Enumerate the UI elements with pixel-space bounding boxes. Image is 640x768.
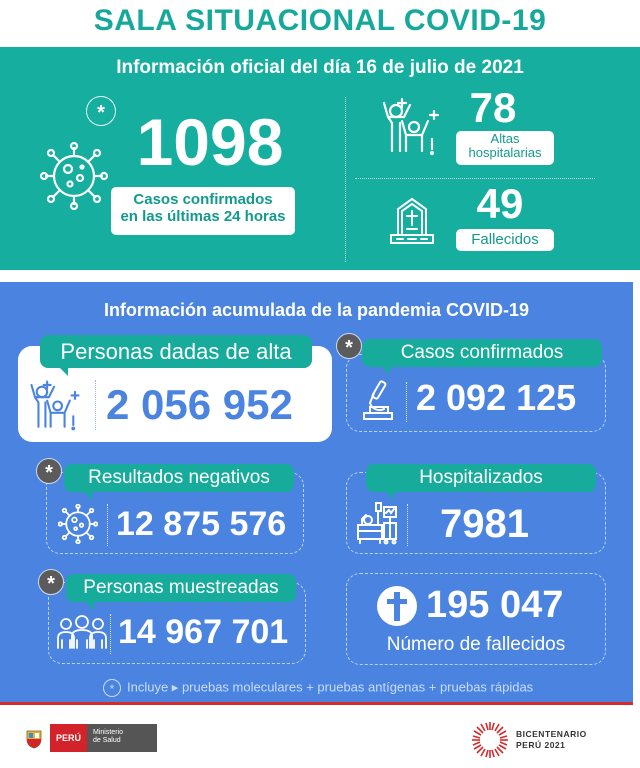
virus-icon xyxy=(58,504,98,544)
card-hospitalized-label: Hospitalizados xyxy=(366,464,596,492)
card-negative-value: 12 875 576 xyxy=(116,505,287,543)
card-sampled-value: 14 967 701 xyxy=(118,613,289,651)
daily-confirmed-label-line2: en las últimas 24 horas xyxy=(120,207,286,225)
peru-coat-of-arms-icon xyxy=(26,727,42,749)
hospital-bed-icon xyxy=(356,501,402,545)
cumulative-subtitle: Información acumulada de la pandemia COVID-19 xyxy=(103,300,530,320)
bicentenario-line1: BICENTENARIO xyxy=(516,728,587,739)
asterisk-badge: * xyxy=(36,458,62,484)
ministry-line1: Ministerio xyxy=(93,728,123,736)
cross-icon xyxy=(376,585,418,627)
daily-subtitle: Información oficial del día 16 de julio de 2021 xyxy=(116,57,524,78)
footnote-text: Incluye ▸ pruebas moleculares + pruebas antígenas + pruebas rápidas xyxy=(127,679,534,695)
celebrating-people-icon xyxy=(28,377,82,433)
card-separator xyxy=(107,504,108,546)
bicentenario-logo xyxy=(470,720,587,760)
card-discharged-label: Personas dadas de alta xyxy=(40,335,312,368)
asterisk-badge: * xyxy=(336,333,362,359)
daily-deaths-value: 49 xyxy=(476,180,524,227)
card-hospitalized-value: 7981 xyxy=(440,502,529,546)
bicentenario-line2: PERÚ 2021 xyxy=(516,740,566,750)
bicentenario-emblem-icon xyxy=(470,720,510,760)
card-negative-label: Resultados negativos xyxy=(64,464,294,492)
daily-discharges-label-line2: hospitalarias xyxy=(468,145,542,161)
cumulative-section xyxy=(0,282,633,705)
daily-discharges-label-line1: Altas xyxy=(490,131,520,146)
card-confirmed-label: Casos confirmados xyxy=(362,339,602,367)
card-deaths-label: Número de fallecidos xyxy=(386,634,566,655)
card-confirmed-value: 2 092 125 xyxy=(416,377,577,418)
daily-discharges-label xyxy=(456,131,554,165)
daily-discharges-value: 78 xyxy=(469,84,517,131)
horizontal-divider xyxy=(355,178,595,179)
card-discharged-value: 2 056 952 xyxy=(106,381,293,428)
asterisk-badge: * xyxy=(38,569,64,595)
footnote xyxy=(103,679,533,697)
card-separator xyxy=(406,382,407,422)
celebrating-people-icon xyxy=(380,97,442,155)
daily-confirmed-value: 1098 xyxy=(136,105,284,179)
page-title: SALA SITUACIONAL COVID-19 xyxy=(93,4,547,37)
daily-deaths-label: Fallecidos xyxy=(456,229,554,251)
card-sampled-label: Personas muestreadas xyxy=(66,574,296,602)
vertical-divider xyxy=(345,97,346,262)
asterisk-badge: * xyxy=(86,96,116,126)
bicentenario-label xyxy=(516,729,587,751)
daily-section xyxy=(0,47,640,270)
card-deaths-value: 195 047 xyxy=(426,584,564,626)
card-separator xyxy=(110,614,111,654)
virus-icon xyxy=(40,142,108,210)
microscope-icon xyxy=(362,379,394,421)
ministry-label xyxy=(87,724,157,752)
tombstone-icon xyxy=(388,195,436,247)
card-separator xyxy=(407,504,408,546)
peru-label: PERÚ xyxy=(50,724,87,752)
people-group-icon xyxy=(56,614,108,650)
card-separator xyxy=(95,380,96,430)
asterisk-badge: * xyxy=(103,679,121,697)
footer xyxy=(0,708,640,768)
daily-confirmed-label xyxy=(111,187,295,235)
ministry-line2: de Salud xyxy=(93,736,121,744)
minsa-logo xyxy=(26,725,157,750)
daily-confirmed-label-line1: Casos confirmados xyxy=(133,191,273,208)
